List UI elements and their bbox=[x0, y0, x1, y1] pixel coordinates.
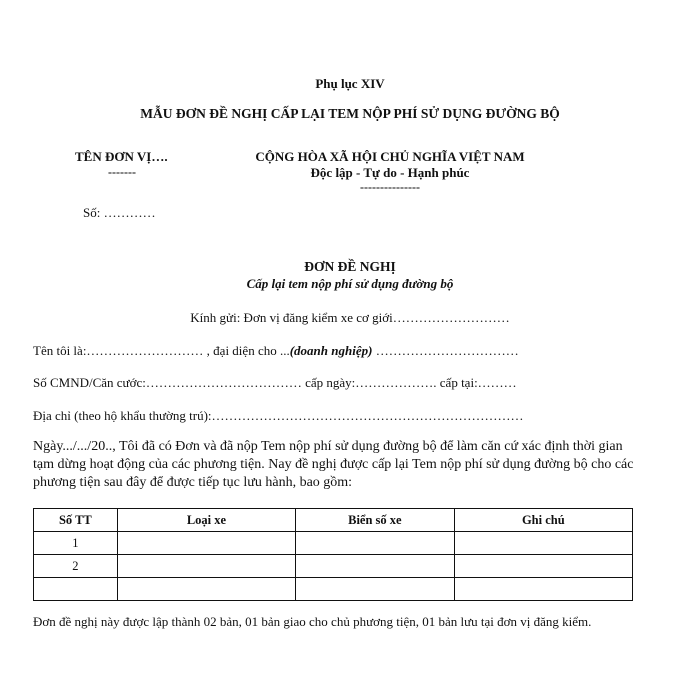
table-row bbox=[34, 555, 633, 578]
table-row bbox=[34, 532, 633, 555]
document-subheading: Cấp lại tem nộp phí sử dụng đường bộ bbox=[246, 276, 454, 291]
name-prefix: Tên tôi là:……………………… , đại diện cho ... bbox=[33, 343, 290, 358]
footer-note: Đơn đề nghị này được lập thành 02 bản, 01 bản giao cho chủ phương tiện, 01 bản lưu tại đơn vị đăng kiểm. bbox=[33, 614, 592, 629]
id-card-line: Số CMND/Căn cước:……………………………… cấp ngày:………………. cấp tại:……… bbox=[33, 375, 517, 390]
header-vehicle-type: Loại xe bbox=[117, 509, 295, 532]
address-line: Địa chỉ (theo hộ khẩu thường trú):……………………………………………………………… bbox=[33, 408, 524, 423]
unit-divider: ------- bbox=[108, 165, 136, 179]
cell-no bbox=[34, 578, 118, 601]
table-header-row bbox=[34, 509, 633, 532]
document-number: Số: ………… bbox=[83, 205, 156, 220]
cell-plate-number bbox=[296, 532, 454, 555]
name-suffix: …………………………… bbox=[372, 343, 519, 358]
table-row bbox=[34, 578, 633, 601]
cell-no: 2 bbox=[34, 555, 118, 578]
cell-vehicle-type bbox=[117, 555, 295, 578]
enterprise-placeholder: (doanh nghiệp) bbox=[289, 343, 373, 358]
cell-notes bbox=[454, 532, 632, 555]
form-title: MẪU ĐƠN ĐỀ NGHỊ CẤP LẠI TEM NỘP PHÍ SỬ DỤNG ĐƯỜNG BỘ bbox=[140, 106, 560, 121]
cell-no: 1 bbox=[34, 532, 118, 555]
motto-divider: --------------- bbox=[360, 180, 420, 194]
unit-name: TÊN ĐƠN VỊ…. bbox=[75, 149, 168, 164]
addressee-line: Kính gửi: Đơn vị đăng kiểm xe cơ giới……………………… bbox=[190, 310, 510, 325]
national-motto: Độc lập - Tự do - Hạnh phúc bbox=[310, 165, 470, 180]
cell-vehicle-type bbox=[117, 532, 295, 555]
cell-vehicle-type bbox=[117, 578, 295, 601]
cell-plate-number bbox=[296, 555, 454, 578]
appendix-label: Phụ lục XIV bbox=[315, 76, 385, 91]
country-name: CỘNG HÒA XÃ HỘI CHỦ NGHĨA VIỆT NAM bbox=[255, 149, 525, 164]
cell-notes bbox=[454, 578, 632, 601]
header-plate-number: Biển số xe bbox=[296, 509, 454, 532]
cell-plate-number bbox=[296, 578, 454, 601]
header-notes: Ghi chú bbox=[454, 509, 632, 532]
vehicle-table bbox=[33, 508, 633, 601]
header-no: Số TT bbox=[34, 509, 118, 532]
document-heading: ĐƠN ĐỀ NGHỊ bbox=[304, 259, 396, 274]
applicant-name-line bbox=[33, 343, 519, 359]
cell-notes bbox=[454, 555, 632, 578]
request-paragraph: Ngày.../.../20.., Tôi đã có Đơn và đã nộp Tem nộp phí sử dụng đường bộ để làm căn cứ xác định thời gian tạm dừng hoạt động của các phương tiện. Nay đề nghị được cấp lại Tem nộp phí sử dụng đường bộ cho các phương tiện sau đây để được tiếp tục lưu hành, bao gồm: bbox=[33, 439, 634, 490]
